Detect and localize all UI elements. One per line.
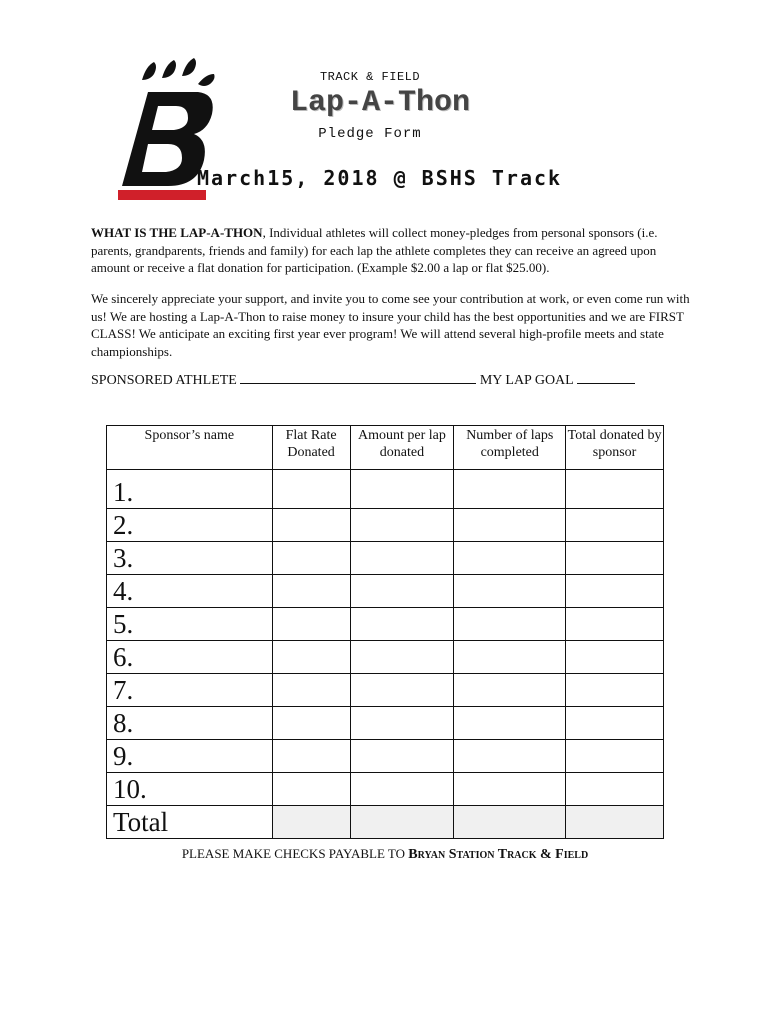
- table-row: [107, 470, 664, 509]
- total-donated-cell[interactable]: [566, 707, 664, 740]
- header-number-of-laps: Number of laps completed: [454, 426, 566, 470]
- row-number: 2.: [107, 509, 273, 542]
- table-row: [107, 707, 664, 740]
- total-laps-cell[interactable]: [454, 806, 566, 839]
- amount-per-lap-cell[interactable]: [350, 470, 454, 509]
- laps-completed-cell[interactable]: [454, 641, 566, 674]
- amount-per-lap-cell[interactable]: [350, 509, 454, 542]
- table-row: [107, 542, 664, 575]
- amount-per-lap-cell[interactable]: [350, 773, 454, 806]
- header-kicker: TRACK & FIELD: [319, 70, 421, 84]
- laps-completed-cell[interactable]: [454, 470, 566, 509]
- laps-completed-cell[interactable]: [454, 542, 566, 575]
- intro-paragraph: [91, 224, 691, 277]
- row-number: 8.: [107, 707, 273, 740]
- total-flat-rate-cell[interactable]: [272, 806, 350, 839]
- pledge-table: [106, 425, 664, 839]
- event-date-location: March15, 2018 @ BSHS Track: [197, 166, 563, 190]
- total-donated-cell[interactable]: [566, 608, 664, 641]
- intro-rest: , Individual athletes will collect money-pledges from personal sponsors (i.e. parents, grandparents, friends and family) for each lap the athlete completes they can receive an agreed upon amount or receive a flat donation for participation. (Example $2.00 a lap or flat $25.00).: [91, 225, 658, 275]
- header-total-donated: Total donated by sponsor: [566, 426, 664, 470]
- athlete-label: SPONSORED ATHLETE: [91, 373, 237, 388]
- flat-rate-cell[interactable]: [272, 575, 350, 608]
- laps-completed-cell[interactable]: [454, 674, 566, 707]
- total-donated-cell[interactable]: [566, 641, 664, 674]
- table-row: [107, 773, 664, 806]
- laps-completed-cell[interactable]: [454, 773, 566, 806]
- flat-rate-cell[interactable]: [272, 740, 350, 773]
- total-row: [107, 806, 664, 839]
- header-sponsor-name: Sponsor’s name: [107, 426, 273, 470]
- row-number: 1.: [107, 470, 273, 509]
- laps-completed-cell[interactable]: [454, 707, 566, 740]
- total-amount-per-lap-cell[interactable]: [350, 806, 454, 839]
- flat-rate-cell[interactable]: [272, 641, 350, 674]
- flat-rate-cell[interactable]: [272, 542, 350, 575]
- table-row: [107, 575, 664, 608]
- flat-rate-cell[interactable]: [272, 608, 350, 641]
- total-donated-cell[interactable]: [566, 542, 664, 575]
- row-number: 6.: [107, 641, 273, 674]
- amount-per-lap-cell[interactable]: [350, 575, 454, 608]
- amount-per-lap-cell[interactable]: [350, 608, 454, 641]
- table-row: [107, 608, 664, 641]
- checks-payable-note: [0, 846, 770, 863]
- payee-name: Bryan Station Track & Field: [408, 847, 589, 862]
- amount-per-lap-cell[interactable]: [350, 740, 454, 773]
- page-subtitle: Pledge Form: [318, 126, 422, 142]
- row-number: 10.: [107, 773, 273, 806]
- checks-payable-prefix: PLEASE MAKE CHECKS PAYABLE TO: [181, 846, 409, 861]
- amount-per-lap-cell[interactable]: [350, 707, 454, 740]
- table-row: [107, 641, 664, 674]
- laps-completed-cell[interactable]: [454, 575, 566, 608]
- lap-goal-blank[interactable]: [577, 371, 635, 384]
- row-number: 3.: [107, 542, 273, 575]
- table-header-row: [107, 426, 664, 470]
- row-number: 4.: [107, 575, 273, 608]
- table-row: [107, 509, 664, 542]
- amount-per-lap-cell[interactable]: [350, 641, 454, 674]
- table-row: [107, 740, 664, 773]
- laps-completed-cell[interactable]: [454, 608, 566, 641]
- intro-lead: WHAT IS THE LAP-A-THON: [91, 225, 263, 240]
- appreciation-paragraph: We sincerely appreciate your support, and invite you to come see your contribution at work, or even come run with us! We are hosting a Lap-A-Thon to raise money to insure your child has the best opportunities and we are FIRST CLASS! We anticipate an exciting first year ever program! We will attend several high-profile meets and state championships.: [91, 291, 690, 359]
- amount-per-lap-cell[interactable]: [350, 674, 454, 707]
- athlete-line: [91, 371, 635, 389]
- total-donated-cell[interactable]: [566, 740, 664, 773]
- total-donated-cell[interactable]: [566, 509, 664, 542]
- total-donated-cell[interactable]: [566, 674, 664, 707]
- header-amount-per-lap: Amount per lap donated: [350, 426, 454, 470]
- flat-rate-cell[interactable]: [272, 707, 350, 740]
- amount-per-lap-cell[interactable]: [350, 542, 454, 575]
- flat-rate-cell[interactable]: [272, 470, 350, 509]
- row-number: 5.: [107, 608, 273, 641]
- flat-rate-cell[interactable]: [272, 509, 350, 542]
- total-donated-cell[interactable]: [566, 773, 664, 806]
- table-row: [107, 674, 664, 707]
- laps-completed-cell[interactable]: [454, 740, 566, 773]
- total-donated-sum-cell[interactable]: [566, 806, 664, 839]
- total-donated-cell[interactable]: [566, 575, 664, 608]
- laps-completed-cell[interactable]: [454, 509, 566, 542]
- page-title: Lap-A-Thon: [289, 86, 471, 120]
- header-flat-rate: Flat Rate Donated: [272, 426, 350, 470]
- total-donated-cell[interactable]: [566, 470, 664, 509]
- row-number: 9.: [107, 740, 273, 773]
- athlete-name-blank[interactable]: [240, 371, 476, 384]
- total-label: Total: [107, 806, 273, 839]
- flat-rate-cell[interactable]: [272, 773, 350, 806]
- flat-rate-cell[interactable]: [272, 674, 350, 707]
- lap-goal-label: MY LAP GOAL: [479, 373, 574, 388]
- row-number: 7.: [107, 674, 273, 707]
